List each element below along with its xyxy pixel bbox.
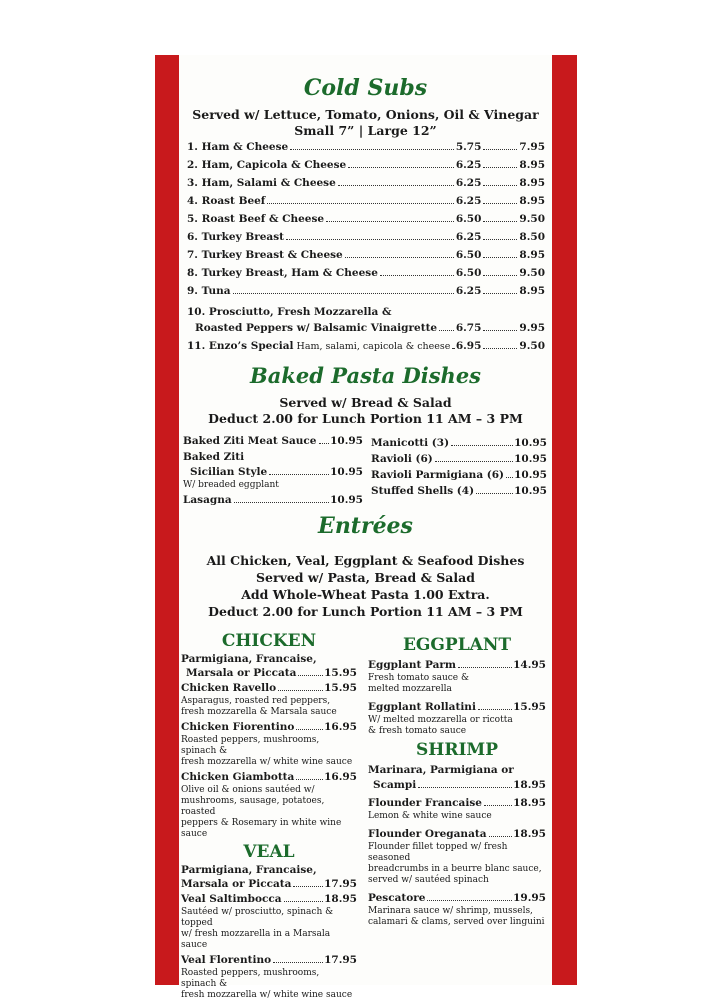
shrimp-heading: SHRIMP	[415, 740, 499, 760]
item-description: fresh mozzarella & Marsala sauce	[181, 707, 337, 717]
list-item: Marsala or Piccata 17.95	[181, 878, 357, 890]
menu-border-left	[155, 55, 179, 985]
item-description: fresh mozzarella w/ white wine sauce	[181, 990, 353, 1000]
list-item: Scampi 18.95	[373, 779, 546, 791]
item-description: Roasted peppers, mushrooms, spinach &	[181, 735, 320, 756]
list-item: Roasted Peppers w/ Balsamic Vinaigrette 6.75 9.95	[195, 322, 545, 334]
list-item: 5. Roast Beef & Cheese 6.50 9.50	[187, 213, 545, 225]
eggplant-shrimp-column	[368, 635, 546, 928]
list-item: Parmigiana, Francaise,	[181, 864, 317, 876]
baked-pasta-title: Baked Pasta Dishes	[250, 363, 481, 388]
list-item: Lasagna 10.95	[183, 494, 363, 506]
item-description: fresh mozzarella w/ white wine sauce	[181, 757, 353, 767]
cold-subs-title: Cold Subs	[303, 75, 428, 101]
list-item: 3. Ham, Salami & Cheese 6.25 8.95	[187, 177, 545, 189]
item-description: W/ breaded eggplant	[183, 480, 279, 490]
entrees-title: Entrées	[318, 513, 413, 539]
list-item: 6. Turkey Breast 6.25 8.50	[187, 231, 545, 243]
list-item: Eggplant Parm 14.95	[368, 659, 546, 671]
list-item: Flounder Oreganata 18.95	[368, 828, 546, 840]
chicken-heading: CHICKEN	[221, 631, 317, 651]
cold-subs-subtitle: Served w/ Lettuce, Tomato, Onions, Oil & Vinegar	[192, 107, 539, 122]
item-description: Flounder fillet topped w/ fresh seasoned	[368, 842, 508, 863]
list-item: Baked Ziti Meat Sauce 10.95	[183, 435, 363, 447]
item-description: breadcrumbs in a beurre blanc sauce,	[368, 864, 542, 874]
item-description: served w/ sautéed spinach	[368, 875, 489, 885]
item-description: peppers & Rosemary in white wine sauce	[181, 818, 342, 839]
item-description: Fresh tomato sauce &	[368, 673, 469, 683]
list-item: 10. Prosciutto, Fresh Mozzarella &	[187, 306, 392, 318]
item-description: W/ melted mozzarella or ricotta	[368, 715, 513, 725]
baked-pasta-left-column	[183, 435, 363, 510]
list-item: Manicotti (3) 10.95	[371, 437, 547, 449]
item-description: w/ fresh mozzarella in a Marsala sauce	[181, 929, 331, 950]
entrees-subtitle-3: Add Whole-Wheat Pasta 1.00 Extra.	[241, 587, 490, 602]
baked-pasta-lunch-note: Deduct 2.00 for Lunch Portion 11 AM – 3 PM	[208, 411, 523, 426]
item-description: melted mozzarella	[368, 684, 452, 694]
list-item: Marsala or Piccata 15.95	[186, 667, 357, 679]
menu-border-right	[552, 55, 577, 985]
item-description: Marinara sauce w/ shrimp, mussels,	[368, 906, 533, 916]
item-description: Lemon & white wine sauce	[368, 811, 492, 821]
baked-pasta-right-column	[371, 437, 547, 501]
item-description: Olive oil & onions sautéed w/	[181, 785, 315, 795]
entrees-subtitle-2: Served w/ Pasta, Bread & Salad	[256, 570, 475, 585]
list-item: Eggplant Rollatini 15.95	[368, 701, 546, 713]
list-item: 11. Enzo’s Special Ham, salami, capicola & cheese 6.95 9.50	[187, 340, 545, 352]
list-item: Sicilian Style 10.95	[190, 466, 363, 478]
entrees-subtitle-1: All Chicken, Veal, Eggplant & Seafood Dishes	[206, 553, 525, 568]
list-item: Chicken Ravello 15.95	[181, 682, 357, 694]
list-item: Parmigiana, Francaise,	[181, 653, 317, 665]
list-item: Pescatore 19.95	[368, 892, 546, 904]
list-item: Chicken Fiorentino 16.95	[181, 721, 357, 733]
entrees-lunch-note: Deduct 2.00 for Lunch Portion 11 AM – 3 PM	[208, 604, 523, 619]
list-item: 4. Roast Beef 6.25 8.95	[187, 195, 545, 207]
cold-subs-sizes: Small 7” | Large 12”	[294, 123, 437, 138]
chicken-veal-column	[181, 631, 357, 1001]
list-item: 1. Ham & Cheese 5.75 7.95	[187, 141, 545, 153]
list-item: 7. Turkey Breast & Cheese 6.50 8.95	[187, 249, 545, 261]
list-item: Veal Florentino 17.95	[181, 954, 357, 966]
list-item: Ravioli (6) 10.95	[371, 453, 547, 465]
list-item: 2. Ham, Capicola & Cheese 6.25 8.95	[187, 159, 545, 171]
list-item: 9. Tuna 6.25 8.95	[187, 285, 545, 297]
baked-pasta-subtitle: Served w/ Bread & Salad	[279, 395, 452, 410]
eggplant-heading: EGGPLANT	[402, 635, 512, 655]
item-description: Roasted peppers, mushrooms, spinach &	[181, 968, 320, 989]
item-description: mushrooms, sausage, potatoes, roasted	[181, 796, 325, 817]
item-description: & fresh tomato sauce	[368, 726, 467, 736]
list-item: Baked Ziti	[183, 451, 245, 463]
veal-heading: VEAL	[243, 842, 295, 862]
list-item: Chicken Giambotta 16.95	[181, 771, 357, 783]
list-item: Flounder Francaise 18.95	[368, 797, 546, 809]
item-description: Asparagus, roasted red peppers,	[181, 696, 331, 706]
menu-page	[179, 55, 552, 1000]
item-description: Sautéed w/ prosciutto, spinach & topped	[181, 907, 334, 928]
item-description: calamari & clams, served over linguini	[368, 917, 545, 927]
list-item: Veal Saltimbocca 18.95	[181, 893, 357, 905]
list-item: 8. Turkey Breast, Ham & Cheese 6.50 9.50	[187, 267, 545, 279]
list-item: Ravioli Parmigiana (6) 10.95	[371, 469, 547, 481]
list-item: Marinara, Parmigiana or	[368, 764, 514, 776]
list-item: Stuffed Shells (4) 10.95	[371, 485, 547, 497]
